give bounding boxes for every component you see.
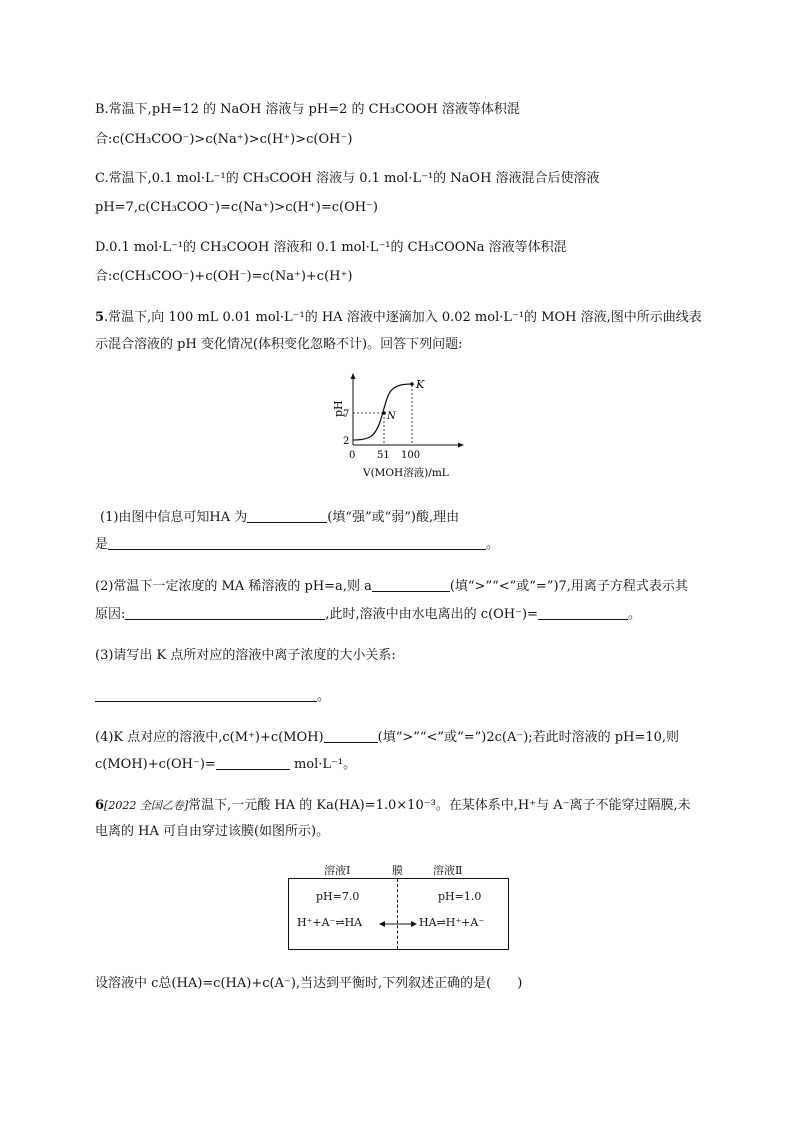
q5-part4-line1 xyxy=(95,729,679,747)
point-k xyxy=(410,382,414,386)
x-tick-0: 0 xyxy=(349,450,356,461)
q5-stem-text1: .常温下,向 100 mL 0.01 mol·L⁻¹的 HA 溶液中逐滴加入 0.02 mol·L⁻¹的 MOH 溶液,图中所示曲线表 xyxy=(104,310,702,325)
q5-p3-blank-order[interactable] xyxy=(95,688,317,702)
q5-number: 5 xyxy=(95,310,105,325)
point-k-label: K xyxy=(416,378,425,391)
q5-p2-blank-oh[interactable] xyxy=(538,606,628,620)
q5-part2-line2 xyxy=(95,606,641,624)
x-tick-100: 100 xyxy=(401,450,421,461)
q5-stem-line1 xyxy=(95,309,702,327)
q5-p1-blank-reason[interactable] xyxy=(108,536,486,550)
x-tick-51: 51 xyxy=(377,450,390,461)
q5-p2-text-b: (填“>”“<”或“=”)7,用离子方程式表示其 xyxy=(449,579,688,594)
x-axis-label: V(MOH溶液)/mL xyxy=(363,467,449,479)
q5-p2-text-e: 。 xyxy=(627,607,641,622)
x-axis-arrow xyxy=(458,443,464,448)
q5-p4-text-a: (4)K 点对应的溶液中,c(M⁺)+c(MOH) xyxy=(95,730,324,745)
membrane-diagram xyxy=(288,862,510,950)
q5-part2-line1 xyxy=(95,578,688,596)
q5-part3-line2 xyxy=(95,688,330,706)
q6-stem-text1: 常温下,一元酸 HA 的 Ka(HA)=1.0×10⁻³。在某体系中,H⁺与 A⁻离子不能穿过隔膜,未 xyxy=(188,798,691,813)
q5-p1-text-d: 。 xyxy=(486,537,500,552)
membrane-label: 膜 xyxy=(392,864,403,877)
y-axis-label: pH xyxy=(332,400,345,417)
q5-p4-text-d: mol·L⁻¹。 xyxy=(293,757,357,772)
q5-p2-text-c: 原因: xyxy=(95,607,126,622)
q5-part3-line1: (3)请写出 K 点所对应的溶液中离子浓度的大小关系: xyxy=(95,648,396,663)
q6-stem-line1 xyxy=(95,797,691,815)
q5-p4-blank-compare[interactable] xyxy=(324,729,378,743)
point-n xyxy=(382,411,386,415)
option-b-line2: 合:c(CH₃COO⁻)>c(Na⁺)>c(H⁺)>c(OH⁻) xyxy=(95,132,353,147)
solution-1-ph: pH=7.0 xyxy=(316,890,360,903)
option-c-line1: C.常温下,0.1 mol·L⁻¹的 CH₃COOH 溶液与 0.1 mol·L⁻¹的 NaOH 溶液混合后使溶液 xyxy=(95,171,600,186)
q6-stem-line2: 电离的 HA 可自由穿过该膜(如图所示)。 xyxy=(95,824,330,839)
q5-p4-text-b: (填“>”“<”或“=”)2c(A⁻);若此时溶液的 pH=10,则 xyxy=(377,730,680,745)
double-arrow-icon xyxy=(379,919,417,929)
q5-p2-text-a: (2)常温下一定浓度的 MA 稀溶液的 pH=a,则 a xyxy=(95,579,372,594)
option-d-line2: 合:c(CH₃COO⁻)+c(OH⁻)=c(Na⁺)+c(H⁺) xyxy=(95,269,353,284)
point-n-label: N xyxy=(387,411,396,422)
titration-curve-chart xyxy=(320,370,470,485)
y-axis-arrow xyxy=(351,373,356,379)
q5-p1-blank-strong-weak[interactable] xyxy=(247,509,327,523)
option-d-line1: D.0.1 mol·L⁻¹的 CH₃COOH 溶液和 0.1 mol·L⁻¹的 CH₃COONa 溶液等体积混 xyxy=(95,240,567,255)
q6-source: [2022 全国乙卷] xyxy=(104,799,189,812)
y-tick-7: 7 xyxy=(343,409,350,420)
option-c-line2: pH=7,c(CH₃COO⁻)=c(Na⁺)>c(H⁺)=c(OH⁻) xyxy=(95,200,378,215)
q5-part4-line2 xyxy=(95,756,356,774)
q5-part1-line2 xyxy=(95,536,499,554)
q5-p2-text-d: ,此时,溶液中由水电离出的 c(OH⁻)= xyxy=(325,607,538,622)
q5-p4-text-c: c(MOH)+c(OH⁻)= xyxy=(95,757,216,772)
q5-stem-line2: 示混合溶液的 pH 变化情况(体积变化忽略不计)。回答下列问题: xyxy=(95,337,463,352)
solution-1-equilibrium: H⁺+A⁻⇌HA xyxy=(297,916,363,929)
solution-2-equilibrium: HA⇌H⁺+A⁻ xyxy=(419,916,485,929)
q6-number: 6 xyxy=(95,798,105,813)
ph-curve xyxy=(353,384,412,440)
membrane-box xyxy=(288,878,509,950)
q5-p3-end: 。 xyxy=(317,689,331,704)
y-tick-2: 2 xyxy=(343,436,350,447)
q6-question-line: 设溶液中 c总(HA)=c(HA)+c(A⁻),当达到平衡时,下列叙述正确的是( ) xyxy=(95,976,523,991)
q5-p1-text-c: 是 xyxy=(95,537,109,552)
solution-2-ph: pH=1.0 xyxy=(438,890,482,903)
q5-p2-blank-equation[interactable] xyxy=(125,606,325,620)
solution-1-label: 溶液Ⅰ xyxy=(324,864,351,877)
q5-p1-text-b: (填“强”或“弱”)酸,理由 xyxy=(327,510,460,525)
q5-p2-blank-compare[interactable] xyxy=(372,578,450,592)
option-b-line1: B.常温下,pH=12 的 NaOH 溶液与 pH=2 的 CH₃COOH 溶液等体积混 xyxy=(95,102,520,117)
membrane-divider xyxy=(397,879,398,949)
q5-part1-line1 xyxy=(100,509,459,527)
solution-2-label: 溶液Ⅱ xyxy=(433,864,463,877)
q5-p1-text-a: (1)由图中信息可知HA 为 xyxy=(100,510,248,525)
q5-p4-blank-value[interactable] xyxy=(216,756,290,770)
